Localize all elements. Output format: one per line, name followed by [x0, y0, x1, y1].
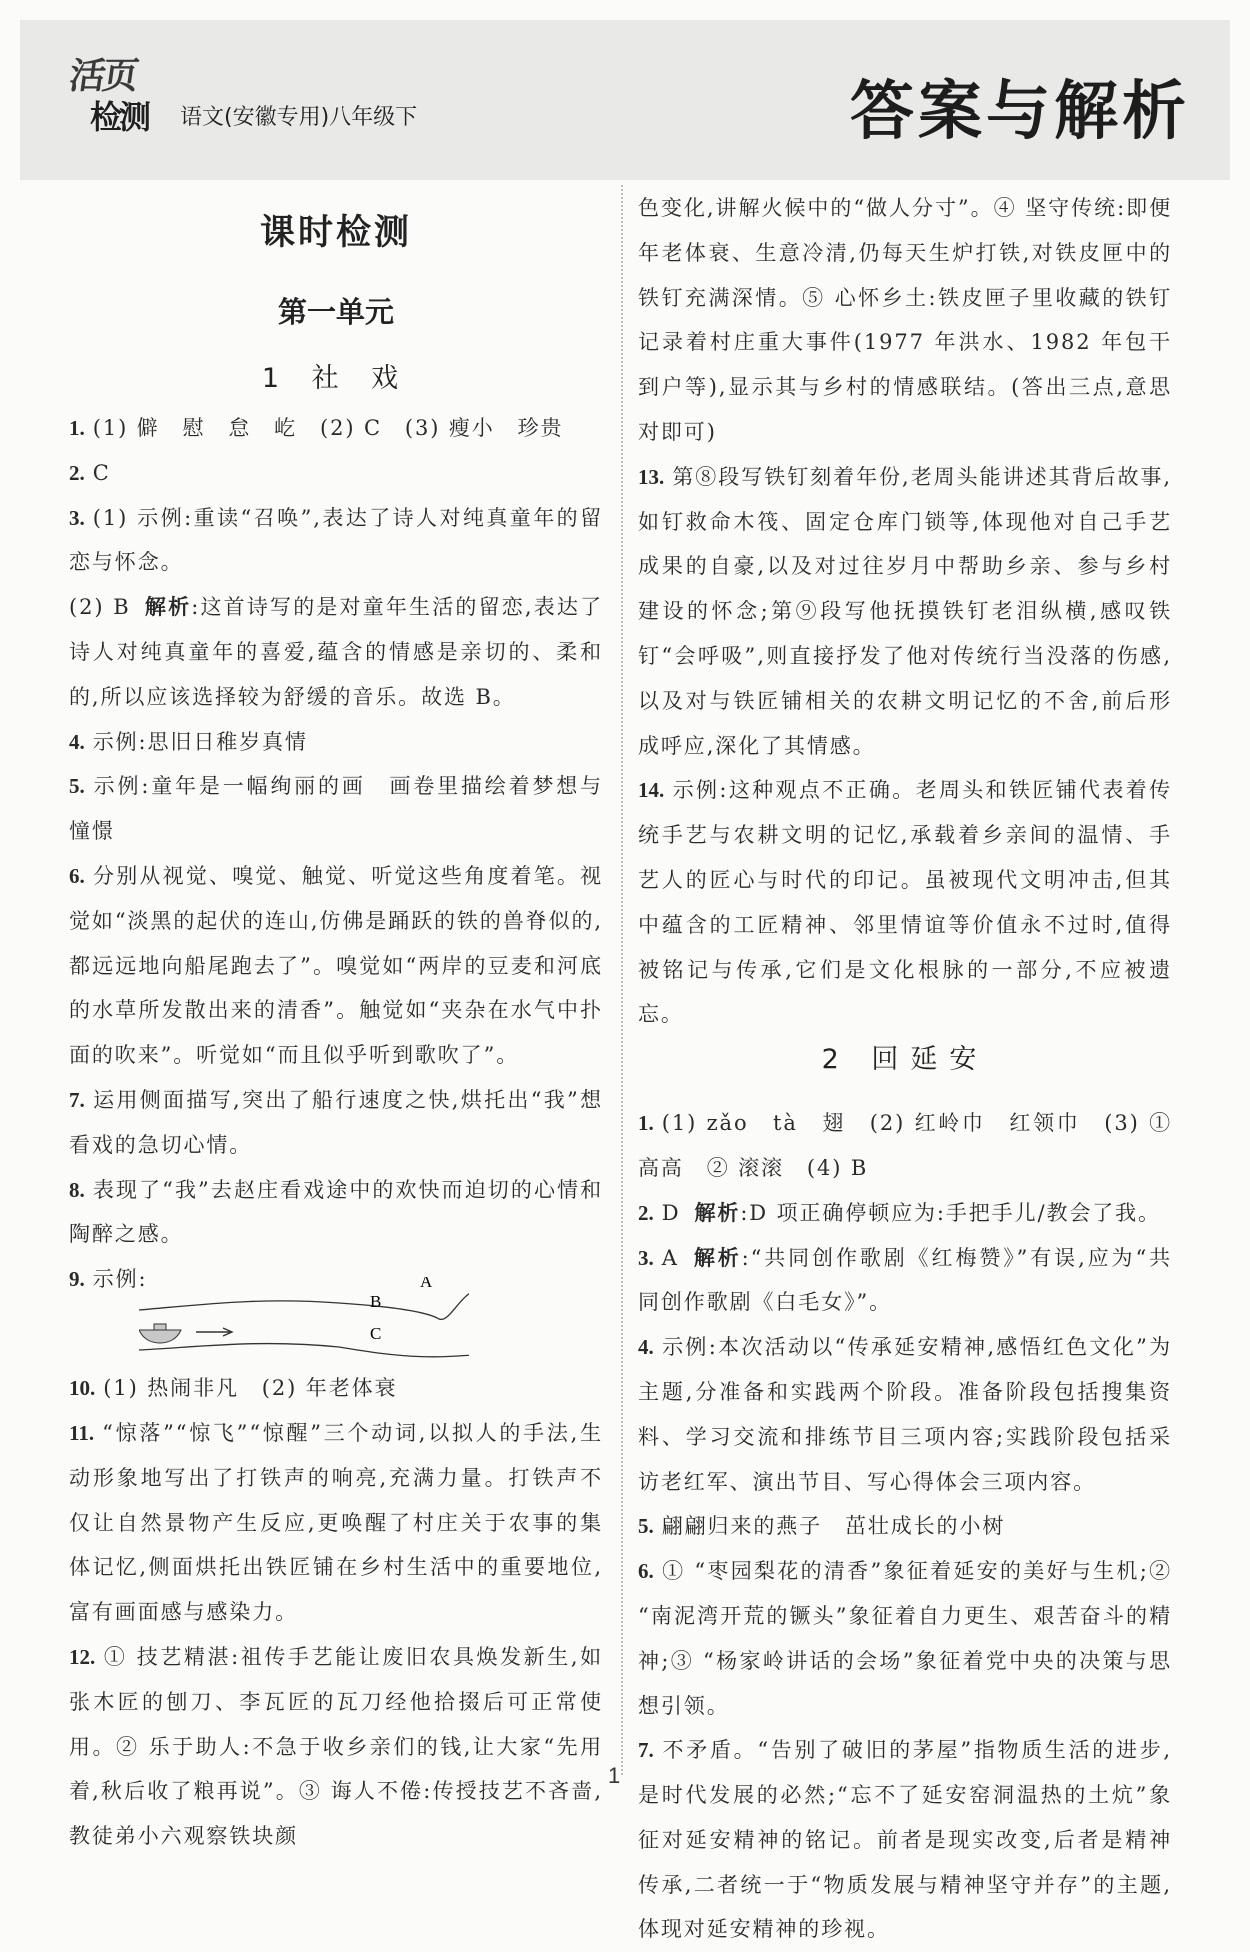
answer-text: 翩翩归来的燕子 茁壮成长的小树 — [661, 1514, 1006, 1539]
answer-number: 3. — [638, 1245, 654, 1270]
unit-title: 第一单元 — [277, 295, 394, 329]
answer-number: 14. — [638, 778, 665, 803]
answer-number: 8. — [69, 1177, 85, 1202]
column-divider — [621, 185, 623, 1775]
answer-number: 6. — [69, 863, 85, 888]
answer-text: “惊落”“惊飞”“惊醒”三个动词,以拟人的手法,生动形象地写出了打铁声的响亮,充满力量。打铁声不仅让自然景物产生反应,更唤醒了村庄关于农事的集体记忆,侧面烘托出铁匠铺在乡村生活中的重要地位,富有画面感与感染力。 — [69, 1420, 603, 1625]
answer-number: 3. — [69, 505, 85, 530]
left-column — [69, 406, 603, 1859]
answer-item — [638, 455, 1172, 769]
answer-item — [69, 451, 603, 496]
river-boat-diagram — [139, 1277, 469, 1367]
answer-text: 第⑧段写铁钉刻着年份,老周头能讲述其背后故事,如钉救命木筏、固定仓库门锁等,体现他对自己手艺成果的自豪,以及对过往岁月中帮助乡亲、参与乡村建设的怀念;第⑨段写他抚摸铁钉老泪纵横,感叹铁钉“会呼吸”,则直接抒发了他对传统行当没落的伤感,以及对与铁匠铺相关的农耕文明记忆的不舍,前后形成呼应,深化了其情感。 — [638, 464, 1172, 758]
diagram-label-a: A — [420, 1277, 435, 1292]
answer-number: 9. — [69, 1267, 85, 1292]
boat-icon — [139, 1324, 181, 1343]
answer-number: 2. — [69, 460, 85, 485]
answer-item — [69, 854, 603, 1078]
answer-choice: (2) B — [69, 595, 131, 620]
answer-number: 1. — [69, 416, 85, 440]
answer-item — [638, 1728, 1172, 1952]
answer-number: 1. — [638, 1111, 654, 1136]
direction-arrow-icon — [196, 1328, 232, 1336]
answer-item — [69, 585, 603, 719]
answer-number: 4. — [638, 1335, 654, 1360]
answer-item — [638, 1191, 1172, 1236]
answer-choice: A — [661, 1245, 679, 1270]
logo — [66, 48, 165, 138]
lesson-title: 1 社 戏 — [261, 363, 411, 394]
answer-text: 表现了“我”去赵庄看戏途中的欢快而迫切的心情和陶醉之感。 — [69, 1177, 603, 1247]
answer-text: (1) zǎo tà 翅 (2) 红岭巾 红领巾 (3) ① 高高 ② 滚滚 (4) B — [638, 1111, 1172, 1180]
answer-item — [69, 406, 603, 451]
answer-number: 2. — [638, 1200, 654, 1225]
analysis-label: 解析 — [144, 594, 192, 620]
answer-number: 12. — [69, 1644, 96, 1669]
answer-text: :这首诗写的是对童年生活的留恋,表达了诗人对纯真童年的喜爱,蕴含的情感是亲切的、柔和的,所以应该选择较为舒缓的音乐。故选 B。 — [69, 595, 603, 709]
answer-choice: D — [661, 1200, 681, 1225]
analysis-label: 解析 — [692, 1244, 742, 1270]
answer-item — [69, 1078, 603, 1168]
answer-item — [69, 1257, 603, 1366]
answer-number: 10. — [69, 1376, 96, 1401]
diagram-label-b: B — [370, 1292, 384, 1312]
page-header — [20, 20, 1230, 180]
answer-number: 4. — [69, 729, 85, 754]
answer-text: 示例:本次活动以“传承延安精神,感悟红色文化”为主题,分准备和实践两个阶段。准备阶段包括搜集资料、学习交流和排练节目三项内容;实践阶段包括采访老红军、演出节目、写心得体会三项内容。 — [638, 1335, 1172, 1494]
answer-item — [69, 1168, 603, 1258]
answer-item — [638, 768, 1172, 1037]
answer-item — [638, 1236, 1172, 1326]
answer-number: 5. — [638, 1514, 654, 1539]
answer-number: 7. — [638, 1738, 654, 1763]
answer-text: 示例: — [92, 1267, 148, 1292]
answer-text: 不矛盾。“告别了破旧的茅屋”指物质生活的进步,是时代发展的必然;“忘不了延安窑洞温热的土炕”象征对延安精神的铭记。前者是现实改变,后者是精神传承,二者统一于“物质发展与精神坚守并存”的主题,体现对延安精神的珍视。 — [638, 1738, 1172, 1942]
right-column — [638, 186, 1172, 1952]
answer-item — [69, 1635, 603, 1859]
page-number: 1 — [608, 1763, 621, 1788]
answer-item — [638, 1101, 1172, 1191]
lesson-title: 2 回延安 — [821, 1044, 989, 1076]
answer-number: 5. — [69, 774, 85, 799]
answer-text: (1) 热闹非凡 (2) 年老体衰 — [103, 1376, 398, 1401]
answer-text: C — [92, 460, 111, 485]
diagram-label-c: C — [370, 1324, 384, 1344]
section-title: 课时检测 — [259, 213, 412, 253]
answer-number: 13. — [638, 464, 665, 489]
book-subtitle: 语文(安徽专用)八年级下 — [180, 105, 418, 130]
answer-item — [69, 1366, 603, 1411]
logo-line1: 活页 — [66, 56, 139, 97]
answer-text: ① 技艺精湛:祖传手艺能让废旧农具焕发新生,如张木匠的刨刀、李瓦匠的瓦刀经他拾掇后可正常使用。② 乐于助人:不急于收乡亲们的钱,让大家“先用着,秋后收了粮再说”。③ 诲人不倦:传授技艺不吝啬,教徒弟小六观察铁块颜 — [69, 1644, 603, 1849]
answer-item — [69, 720, 603, 765]
answer-text: :“共同创作歌剧《红梅赞》”有误,应为“共同创作歌剧《白毛女》”。 — [638, 1245, 1172, 1315]
answer-text: 示例:这种观点不正确。老周头和铁匠铺代表着传统手艺与农耕文明的记忆,承载着乡亲间的温情、手艺人的匠心与时代的印记。虽被现代文明冲击,但其中蕴含的工匠精神、邻里情谊等价值永不过时,值得被铭记与传承,它们是文化根脉的一部分,不应被遗忘。 — [638, 778, 1172, 1027]
page-title: 答案与解析 — [850, 75, 1190, 149]
answer-number: 7. — [69, 1087, 85, 1112]
answer-item — [638, 186, 1172, 455]
river-bank-bottom — [139, 1344, 469, 1357]
answer-number: 11. — [69, 1420, 95, 1445]
answer-number: 6. — [638, 1559, 654, 1584]
answer-item — [69, 764, 603, 854]
analysis-label: 解析 — [694, 1199, 741, 1225]
answer-text: (1) 僻 慰 怠 屹 (2) C (3) 瘦小 珍贵 — [92, 416, 564, 440]
answer-text: :D 项正确停顿应为:手把手儿/教会了我。 — [740, 1200, 1161, 1225]
answer-text: 色变化,讲解火候中的“做人分寸”。④ 坚守传统:即便年老体衰、生意冷清,仍每天生炉打铁,对铁皮匣中的铁钉充满深情。⑤ 心怀乡土:铁皮匣子里收藏的铁钉记录着村庄重大事件(1977 年洪水、1982 年包干到户等),显示其与乡村的情感联结。(答出三点,意思对即可) — [638, 196, 1172, 444]
answer-text: 示例:思旧日稚岁真情 — [92, 729, 308, 754]
answer-text: ① “枣园梨花的清香”象征着延安的美好与生机;② “南泥湾开荒的镢头”象征着自力更生、艰苦奋斗的精神;③ “杨家岭讲话的会场”象征着党中央的决策与思想引领。 — [638, 1559, 1172, 1718]
answer-text: 分别从视觉、嗅觉、触觉、听觉这些角度着笔。视觉如“淡黑的起伏的连山,仿佛是踊跃的铁的兽脊似的,都远远地向船尾跑去了”。嗅觉如“两岸的豆麦和河底的水草所发散出来的清香”。触觉如“夹杂在水气中扑面的吹来”。听觉如“而且似乎听到歌吹了”。 — [69, 863, 603, 1068]
answer-item — [638, 1325, 1172, 1504]
answer-item — [638, 1504, 1172, 1549]
logo-line2: 检测 — [90, 98, 149, 136]
answer-text: (1) 示例:重读“召唤”,表达了诗人对纯真童年的留恋与怀念。 — [69, 505, 603, 575]
answer-text: 运用侧面描写,突出了船行速度之快,烘托出“我”想看戏的急切心情。 — [69, 1087, 603, 1157]
answer-item — [69, 496, 603, 586]
answer-text: 示例:童年是一幅绚丽的画 画卷里描绘着梦想与憧憬 — [69, 774, 603, 844]
answer-item — [69, 1411, 603, 1635]
answer-item — [638, 1549, 1172, 1728]
river-bank-top — [139, 1291, 469, 1319]
